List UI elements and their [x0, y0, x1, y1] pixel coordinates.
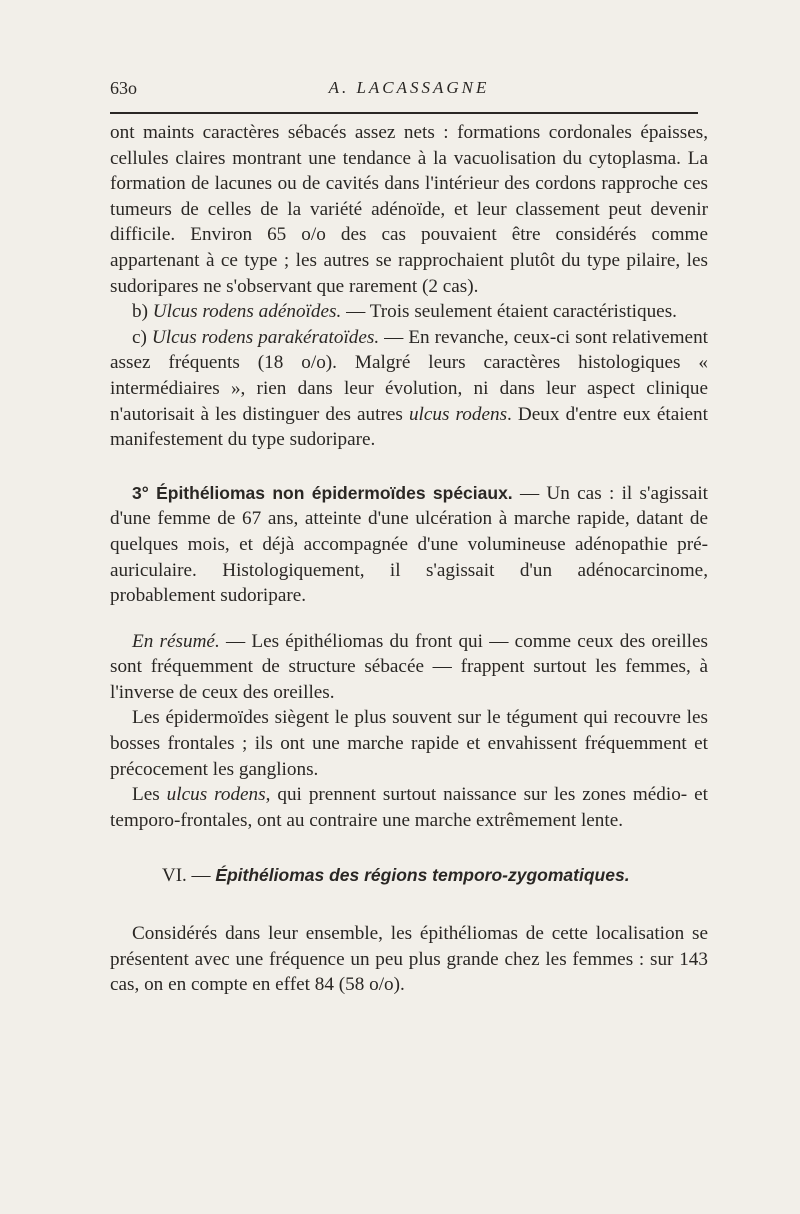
summary-lead: En résumé. [132, 630, 220, 652]
subsection-title: Ulcus rodens adénoïdes. [152, 301, 342, 323]
paragraph [110, 481, 708, 609]
section-heading [110, 863, 708, 889]
section-number: VI. — [162, 865, 216, 887]
paragraph-text: , qui prennent surtout naissance sur les zones médio- et temporo-frontales, ont au contraire une marche extrêmement lente. [110, 784, 708, 831]
paragraph [110, 325, 708, 453]
body-text [110, 120, 708, 998]
list-label: b) [132, 301, 148, 323]
paragraph-text: . Deux d'entre eux étaient manifestement du type sudoripare. [110, 403, 708, 451]
paragraph-text: — Les épithéliomas du front qui — comme ceux des oreilles sont fréquemment de structure sébacée — frappent surtout les femmes, à l'inverse de ceux des oreilles. [110, 630, 708, 703]
subsection-title: Ulcus rodens parakératoïdes. [151, 326, 380, 348]
header-rule [110, 112, 698, 114]
paragraph-text: — En revanche, ceux-ci sont relativement assez fréquents (18 o/o). Malgré leurs caractères histologiques « intermédiaires », rien dans leur évolution, ni dans leur aspect clinique n'autorisait à les distinguer des autres [110, 326, 708, 425]
page-number: 63o [110, 78, 137, 98]
paragraph: Considérés dans leur ensemble, les épithéliomas de cette localisation se présentent avec une fréquence un peu plus grande chez les femmes : sur 143 cas, on en compte en effet 84 (58 o/o). [110, 923, 708, 996]
paragraph-text: — Un cas : il s'agissait d'une femme de 67 ans, atteinte d'une ulcération à marche rapide, datant de quelques mois, et déjà accompagnée d'une volumineuse adénopathie pré-auriculaire. Histologiquement, il s'agissait d'un adénocarcinome, probablement sudoripare. [110, 482, 708, 607]
section-title: Épithéliomas des régions temporo-zygomatiques. [215, 865, 630, 886]
paragraph: ont maints caractères sébacés assez nets : formations cordonales épaisses, cellules claires montrant une tendance à la vacuolisation du cytoplasma. La formation de lacunes ou de cavités dans l'intérieur des cordons rapproche ces tumeurs de celles de la variété adénoïde, et leur classement peut devenir difficile. Environ 65 o/o des cas pouvaient être considérés comme appartenant à ce type ; les autres se rapprochaient plutôt du type pilaire, les sudoripares ne s'observant que rarement (2 cas). [110, 122, 708, 297]
page-header [110, 78, 708, 104]
paragraph [110, 299, 708, 325]
running-title: A. LACASSAGNE [328, 78, 490, 97]
paragraph-text: — Trois seulement étaient caractéristiques. [341, 301, 677, 323]
latin-term: ulcus rodens [166, 784, 266, 806]
list-label: c) [132, 326, 147, 348]
paragraph-text: Les [132, 784, 167, 806]
latin-term: ulcus rodens [408, 403, 508, 425]
paragraph: Les épidermoïdes siègent le plus souvent sur le tégument qui recouvre les bosses frontales ; ils ont une marche rapide et envahissent fréquemment et précocement les ganglions. [110, 707, 708, 780]
paragraph [110, 782, 708, 833]
subsection-heading: 3° Épithéliomas non épidermoïdes spéciaux. [132, 482, 513, 503]
paragraph [110, 629, 708, 706]
